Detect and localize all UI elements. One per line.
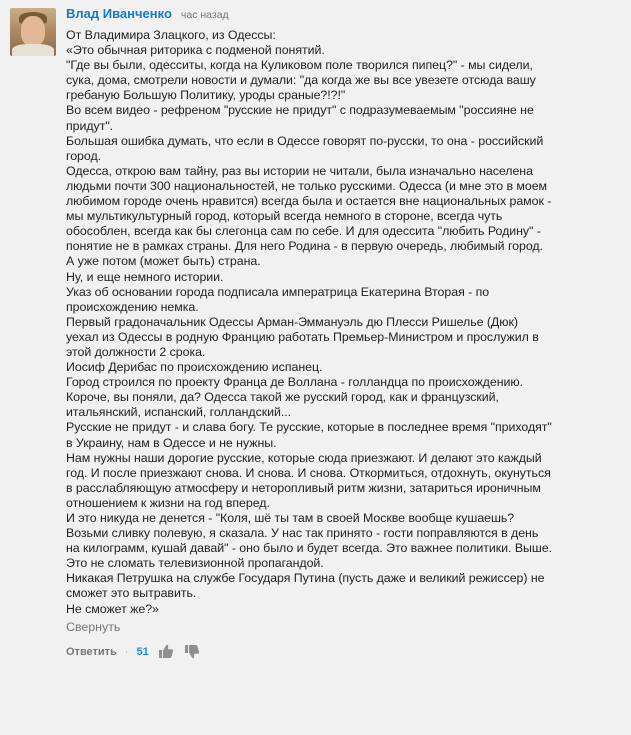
comment-timestamp[interactable]: час назад xyxy=(180,9,229,21)
comment-line: И это никуда не денется - "Коля, шё ты там в своей Москве вообще кушаешь? xyxy=(66,511,515,525)
comment-line: этой должности 2 срока. xyxy=(66,344,206,359)
comment-line: на килограмм, кушай давай" - оно было и будет всегда. Это важнее политики. Выше. xyxy=(66,541,553,556)
comment-line: А уже потом (может быть) страна. xyxy=(66,254,261,269)
comment-line: Нам нужны наши дорогие русские, которые сюда приезжают. И делают это каждый xyxy=(66,450,542,465)
comment-line: уехал из Одессы в родную Францию работать Премьер-Министром и прослужил в xyxy=(66,329,539,344)
reply-button[interactable]: Ответить xyxy=(66,645,117,658)
comment-line: людьми почти 300 национальностей, не только русскими. Одесса (и мне это в моем xyxy=(66,178,548,193)
comment-line: Иосиф Дерибас по происхождению испанец. xyxy=(66,360,323,375)
comment-line: Не сможет же?» xyxy=(66,601,159,616)
like-button[interactable] xyxy=(158,644,174,659)
separator-dot: · xyxy=(124,645,129,658)
comment-line: сука, дома, смотрели новости и думали: "да когда же вы все увезете отсюда вашу xyxy=(66,73,536,88)
comment-line: Одесса, открою вам тайну, раз вы истории не читали, была изначально населена xyxy=(66,163,533,178)
comment-line: город. xyxy=(66,148,102,163)
comment-line: Город строился по проекту Франца де Воллана - голландца по происхождению. xyxy=(66,375,523,390)
comment-line: Это не сломать телевизионной пропагандой. xyxy=(66,556,324,571)
comment-text xyxy=(66,28,624,617)
comment-line: Во всем видео - рефреном "русские не придут" с подразумеваемым "россияне не xyxy=(66,103,534,118)
comment-line: От Владимира Злацкого, из Одессы: xyxy=(66,28,276,42)
author-name[interactable]: Влад Иванченко xyxy=(66,6,172,21)
comment-line: "Где вы были, одесситы, когда на Куликовом поле творился пипец?" - мы сидели, xyxy=(66,58,533,73)
comment-line: гребаную Большую Политику, уроды сраные?!?!" xyxy=(66,88,346,103)
comment-line: итальянский, испанский, голландский... xyxy=(66,405,292,420)
comment-line: мы мультикультурный город, который всегда немного в стороне, всегда чуть xyxy=(66,209,503,224)
comment-line: Указ об основании города подписала императрица Екатерина Вторая - по xyxy=(66,284,490,299)
comment-line: Ну, и еще немного истории. xyxy=(66,269,224,284)
comment-line: год. И после приезжают снова. И снова. И снова. Откормиться, отдохнуть, окунуться xyxy=(66,465,551,480)
collapse-link[interactable]: Свернуть xyxy=(66,619,121,634)
comment-line: происхождению немка. xyxy=(66,299,199,314)
comment-line: придут". xyxy=(66,118,114,133)
comment-line: Русские не придут - и слава богу. Те русские, которые в последнее время "приходят" xyxy=(66,420,552,435)
comment-line: Большая ошибка думать, что если в Одессе говорят по-русски, то она - российский xyxy=(66,133,544,148)
comment-line: Первый градоначальник Одессы Арман-Эммануэль дю Плесси Ришелье (Дюк) xyxy=(66,314,518,329)
comment-line: обособлен, всегда как бы слегонца сам по себе. И для одессита "любить Родину" - xyxy=(66,224,541,239)
thumbs-down-icon xyxy=(184,644,200,659)
comment-line: Короче, вы поняли, да? Одесса такой же русский город, как и французский, xyxy=(66,390,499,405)
thumbs-up-icon xyxy=(158,644,174,659)
comment-header xyxy=(66,6,624,28)
avatar[interactable] xyxy=(10,8,56,56)
like-count: 51 xyxy=(136,645,149,658)
comment-line: «Это обычная риторика с подменой понятий. xyxy=(66,43,325,58)
comment-line: в Украину, нам в Одессе и не нужны. xyxy=(66,435,277,450)
comment-line: Никакая Петрушка на службе Государя Путина (пусть даже и великий режиссер) не xyxy=(66,571,545,586)
comment-line: в расслабляющую атмосферу и неторопливый ритм жизни, затариться ироничным xyxy=(66,480,541,495)
comment-line: любимом городе очень нравится) всегда была и остается вне национальных рамок - xyxy=(66,194,552,209)
comment-line: сможет это вытравить. xyxy=(66,586,197,601)
comment-actions xyxy=(66,643,624,661)
comment-line: отношением к жизни на год вперед. xyxy=(66,495,270,510)
comment-line: Возьми сливку полевую, я сказала. У нас так принято - гости поправляются в день xyxy=(66,526,539,541)
comment-content xyxy=(66,6,624,661)
comment-line: понятие не в рамках страны. Для него Родина - в первую очередь, любимый город. xyxy=(66,239,543,254)
dislike-button[interactable] xyxy=(184,644,200,659)
